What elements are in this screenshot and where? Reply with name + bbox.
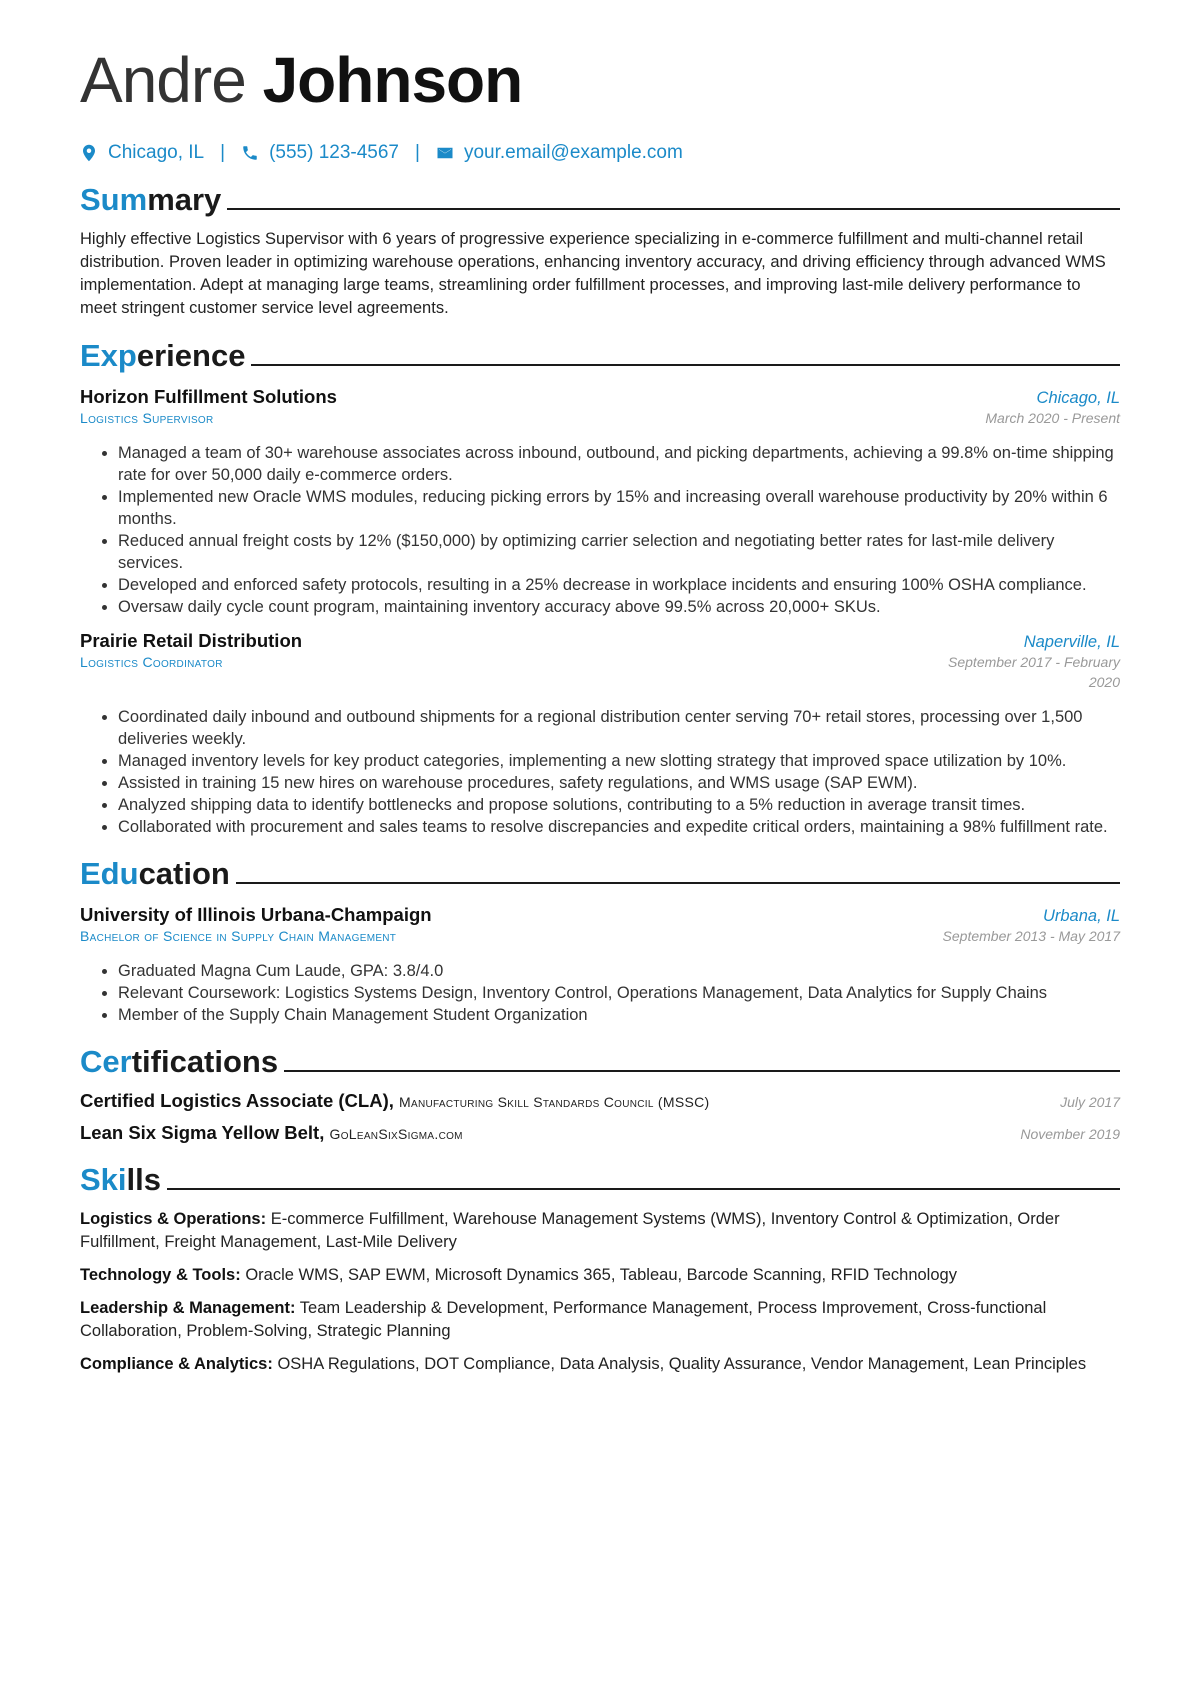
skill-label: Leadership & Management: <box>80 1299 296 1317</box>
degree: Bachelor of Science in Supply Chain Management <box>80 928 397 944</box>
job-bullets <box>80 442 1120 618</box>
bullet-item: • Collaborated with procurement and sales teams to resolve discrepancies and expedite critical orders, maintaining a 98% fulfillment rate. <box>118 816 1120 838</box>
certification-issuer: GoLeanSixSigma.com <box>329 1126 463 1142</box>
job-dates: September 2017 - February 2020 <box>948 654 1120 690</box>
certification-name: Certified Logistics Associate (CLA) <box>80 1090 389 1111</box>
section-rule <box>284 1070 1120 1072</box>
bullet-item: • Relevant Coursework: Logistics Systems Design, Inventory Control, Operations Management, Data Analytics for Supply Chains <box>118 982 1120 1004</box>
certification-item: Certified Logistics Associate (CLA), Manufacturing Skill Standards Council (MSSC) July 2017 <box>80 1090 1120 1111</box>
bullet-item: • Oversaw daily cycle count program, maintaining inventory accuracy above 99.5% across 20,000+ SKUs. <box>118 596 1120 618</box>
school-location: Urbana, IL <box>1042 907 1120 925</box>
bullet-item: • Managed a team of 30+ warehouse associates across inbound, outbound, and picking departments, achieving a 99.8% on-time shipping rate for over 50,000 daily e-commerce orders. <box>118 442 1120 486</box>
skill-list: OSHA Regulations, DOT Compliance, Data Analysis, Quality Assurance, Vendor Management, Lean Principles <box>277 1355 1087 1373</box>
contact-line <box>80 142 1120 164</box>
bullet-item: • Managed inventory levels for key product categories, implementing a new slotting strategy that improved space utilization by 10%. <box>118 750 1120 772</box>
certification-date: November 2019 <box>1020 1126 1120 1142</box>
map-pin-icon <box>80 143 98 163</box>
education-dates: September 2013 - May 2017 <box>942 928 1120 944</box>
job-title: Logistics Coordinator <box>80 654 223 670</box>
job-entry <box>80 386 1120 618</box>
skill-group <box>80 1353 1120 1376</box>
section-title: Skills <box>80 1162 161 1197</box>
contact-separator: | <box>220 142 226 163</box>
skill-label: Logistics & Operations: <box>80 1210 267 1228</box>
skill-group <box>80 1208 1120 1254</box>
job-dates: March 2020 - Present <box>985 410 1120 426</box>
school-name: University of Illinois Urbana-Champaign <box>80 904 432 925</box>
last-name: Johnson <box>262 44 523 116</box>
certification-item: Lean Six Sigma Yellow Belt, GoLeanSixSigma.com November 2019 <box>80 1122 1120 1143</box>
skill-group <box>80 1297 1120 1343</box>
section-title: Certifications <box>80 1044 279 1079</box>
candidate-name <box>80 40 1120 120</box>
section-rule <box>236 882 1120 884</box>
certifications-heading <box>80 1040 1120 1080</box>
skill-label: Compliance & Analytics: <box>80 1355 273 1373</box>
section-rule <box>167 1188 1120 1190</box>
certification-issuer: Manufacturing Skill Standards Council (MSSC) <box>399 1094 710 1110</box>
section-title: Experience <box>80 338 246 373</box>
contact-email[interactable] <box>436 142 683 164</box>
skill-group <box>80 1264 1120 1287</box>
bullet-item: • Graduated Magna Cum Laude, GPA: 3.8/4.0 <box>118 960 1120 982</box>
bullet-item: • Developed and enforced safety protocols, resulting in a 25% decrease in workplace incidents and ensuring 100% OSHA compliance. <box>118 574 1120 596</box>
section-rule <box>251 364 1120 366</box>
section-title: Summary <box>80 182 222 217</box>
job-location: Chicago, IL <box>1036 389 1120 407</box>
first-name: Andre <box>80 44 246 116</box>
section-title: Education <box>80 856 230 891</box>
education-bullets <box>80 960 1120 1026</box>
skill-list: Team Leadership & Development, Performance Management, Process Improvement, Cross-functional Collaboration, Problem-Solving, Strategic Planning <box>80 1299 1047 1340</box>
job-title: Logistics Supervisor <box>80 410 214 426</box>
education-heading <box>80 852 1120 892</box>
bullet-item: • Reduced annual freight costs by 12% ($150,000) by optimizing carrier selection and negotiating better rates for last-mile delivery services. <box>118 530 1120 574</box>
resume-page <box>80 40 1120 1376</box>
contact-location <box>80 142 204 164</box>
skills-heading <box>80 1158 1120 1198</box>
summary-text: Highly effective Logistics Supervisor with 6 years of progressive experience specializing in e-commerce fulfillment and multi-channel retail distribution. Proven leader in optimizing warehouse operations, enhancing inventory accuracy, and driving efficiency through advanced WMS implementation. Adept at managing large teams, streamlining order fulfillment processes, and improving last-mile delivery performance to meet stringent customer service level agreements. <box>80 230 1106 317</box>
job-entry <box>80 630 1120 838</box>
section-rule <box>227 208 1120 210</box>
skill-list: E-commerce Fulfillment, Warehouse Management Systems (WMS), Inventory Control & Optimization, Order Fulfillment, Freight Management, Last-Mile Delivery <box>80 1210 1060 1251</box>
email-link[interactable]: your.email@example.com <box>463 142 683 163</box>
phone-icon <box>241 143 259 163</box>
bullet-item: • Member of the Supply Chain Management Student Organization <box>118 1004 1120 1026</box>
experience-heading <box>80 334 1120 374</box>
certification-date: July 2017 <box>1060 1094 1120 1110</box>
certification-name: Lean Six Sigma Yellow Belt <box>80 1122 320 1143</box>
job-company: Horizon Fulfillment Solutions <box>80 386 337 407</box>
contact-phone[interactable] <box>241 142 399 164</box>
bullet-item: • Assisted in training 15 new hires on warehouse procedures, safety regulations, and WMS usage (SAP EWM). <box>118 772 1120 794</box>
skill-label: Technology & Tools: <box>80 1266 241 1284</box>
bullet-item: • Coordinated daily inbound and outbound shipments for a regional distribution center serving 70+ retail stores, processing over 1,500 deliveries weekly. <box>118 706 1120 750</box>
envelope-icon <box>436 143 454 163</box>
job-bullets <box>80 706 1120 838</box>
location-text: Chicago, IL <box>108 142 205 163</box>
contact-separator: | <box>415 142 420 163</box>
job-company: Prairie Retail Distribution <box>80 630 303 651</box>
bullet-item: • Analyzed shipping data to identify bottlenecks and propose solutions, contributing to a 5% reduction in average transit times. <box>118 794 1120 816</box>
phone-text[interactable]: (555) 123-4567 <box>269 142 399 163</box>
education-entry <box>80 904 1120 1026</box>
skill-list: Oracle WMS, SAP EWM, Microsoft Dynamics 365, Tableau, Barcode Scanning, RFID Technology <box>245 1266 957 1284</box>
summary-heading <box>80 178 1120 218</box>
bullet-item: • Implemented new Oracle WMS modules, reducing picking errors by 15% and increasing overall warehouse productivity by 20% within 6 months. <box>118 486 1120 530</box>
job-location: Naperville, IL <box>1023 633 1120 651</box>
